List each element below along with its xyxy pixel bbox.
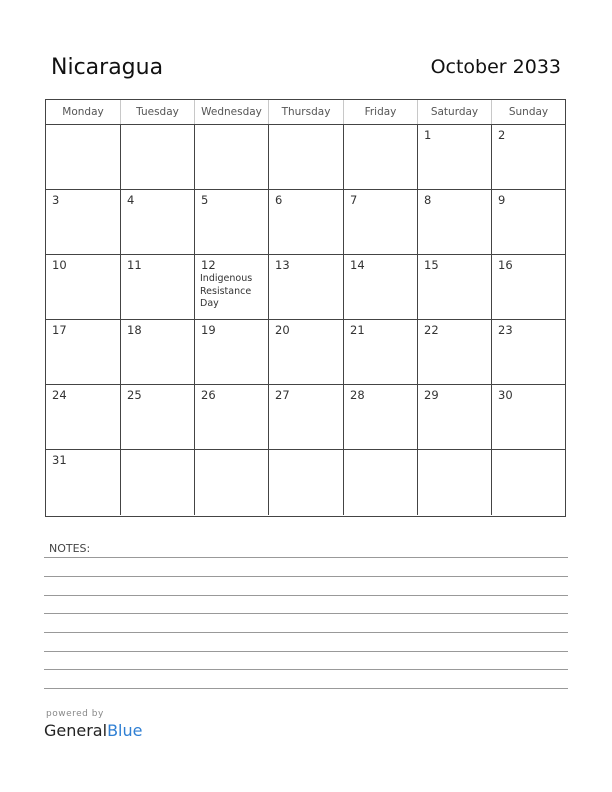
day-cell[interactable] [492,190,565,255]
day-cell[interactable] [195,320,269,385]
day-number: 4 [127,193,135,207]
day-cell[interactable] [344,450,418,515]
day-number: 28 [350,388,365,402]
day-number: 13 [275,258,290,272]
day-cell[interactable] [269,385,344,450]
day-number: 8 [424,193,432,207]
day-cell[interactable] [269,190,344,255]
day-cell[interactable] [195,255,269,320]
day-number: 23 [498,323,513,337]
day-number: 31 [52,453,67,467]
day-number: 2 [498,128,506,142]
note-line [44,669,568,670]
day-number: 25 [127,388,142,402]
day-number: 22 [424,323,439,337]
day-number: 16 [498,258,513,272]
day-cell[interactable] [344,125,418,190]
weekday-header: Wednesday [195,100,269,124]
day-cell[interactable] [195,125,269,190]
day-cell[interactable] [344,255,418,320]
holiday-label: Indigenous Resistance Day [200,273,253,309]
day-cell[interactable] [269,450,344,515]
day-cell[interactable] [195,385,269,450]
country-title: Nicaragua [51,55,164,80]
day-cell[interactable] [492,125,565,190]
powered-by-label: powered by [46,709,104,719]
day-number: 14 [350,258,365,272]
day-cell[interactable] [121,255,195,320]
day-number: 27 [275,388,290,402]
day-number: 1 [424,128,432,142]
note-line [44,651,568,652]
day-cell[interactable] [269,320,344,385]
weekday-header: Tuesday [121,100,195,124]
day-cell[interactable] [46,125,121,190]
day-cell[interactable] [418,125,492,190]
day-cell[interactable] [418,385,492,450]
weekday-header: Thursday [269,100,344,124]
note-line [44,557,568,558]
month-year-title: October 2033 [430,56,561,78]
day-cell[interactable] [492,255,565,320]
note-line [44,632,568,633]
day-cell[interactable] [46,385,121,450]
day-number: 9 [498,193,506,207]
brand-name-general: General [44,721,108,740]
day-number: 10 [52,258,67,272]
day-cell[interactable] [492,450,565,515]
day-number: 11 [127,258,142,272]
day-cell[interactable] [121,190,195,255]
day-cell[interactable] [195,450,269,515]
day-cell[interactable] [492,385,565,450]
day-number: 15 [424,258,439,272]
weekday-header: Friday [344,100,418,124]
day-cell[interactable] [46,255,121,320]
day-cell[interactable] [418,190,492,255]
note-line [44,613,568,614]
day-cell[interactable] [418,255,492,320]
day-number: 19 [201,323,216,337]
weekday-header: Monday [46,100,121,124]
day-cell[interactable] [492,320,565,385]
day-cell[interactable] [344,320,418,385]
day-number: 30 [498,388,513,402]
weekday-header: Sunday [508,106,549,118]
day-number: 20 [275,323,290,337]
day-cell[interactable] [418,450,492,515]
calendar-grid [45,99,566,517]
day-cell[interactable] [46,450,121,515]
day-cell[interactable] [195,190,269,255]
day-number: 26 [201,388,216,402]
day-number: 17 [52,323,67,337]
day-cell[interactable] [344,385,418,450]
day-cell[interactable] [269,255,344,320]
note-line [44,576,568,577]
day-number: 29 [424,388,439,402]
note-line [44,688,568,689]
day-cell[interactable] [121,450,195,515]
day-number: 12 [201,258,216,272]
notes-label: NOTES: [49,542,91,555]
brand-name-blue: Blue [107,721,143,740]
brand-logo[interactable] [44,721,142,740]
day-number: 6 [275,193,283,207]
day-number: 3 [52,193,60,207]
day-cell[interactable] [269,125,344,190]
day-cell[interactable] [121,125,195,190]
day-number: 7 [350,193,358,207]
day-cell[interactable] [46,320,121,385]
note-line [44,595,568,596]
day-number: 21 [350,323,365,337]
day-number: 18 [127,323,142,337]
day-cell[interactable] [46,190,121,255]
day-number: 5 [201,193,209,207]
day-number: 24 [52,388,67,402]
day-cell[interactable] [418,320,492,385]
weekday-header: Saturday [418,100,492,124]
day-cell[interactable] [344,190,418,255]
day-cell[interactable] [121,385,195,450]
day-cell[interactable] [121,320,195,385]
